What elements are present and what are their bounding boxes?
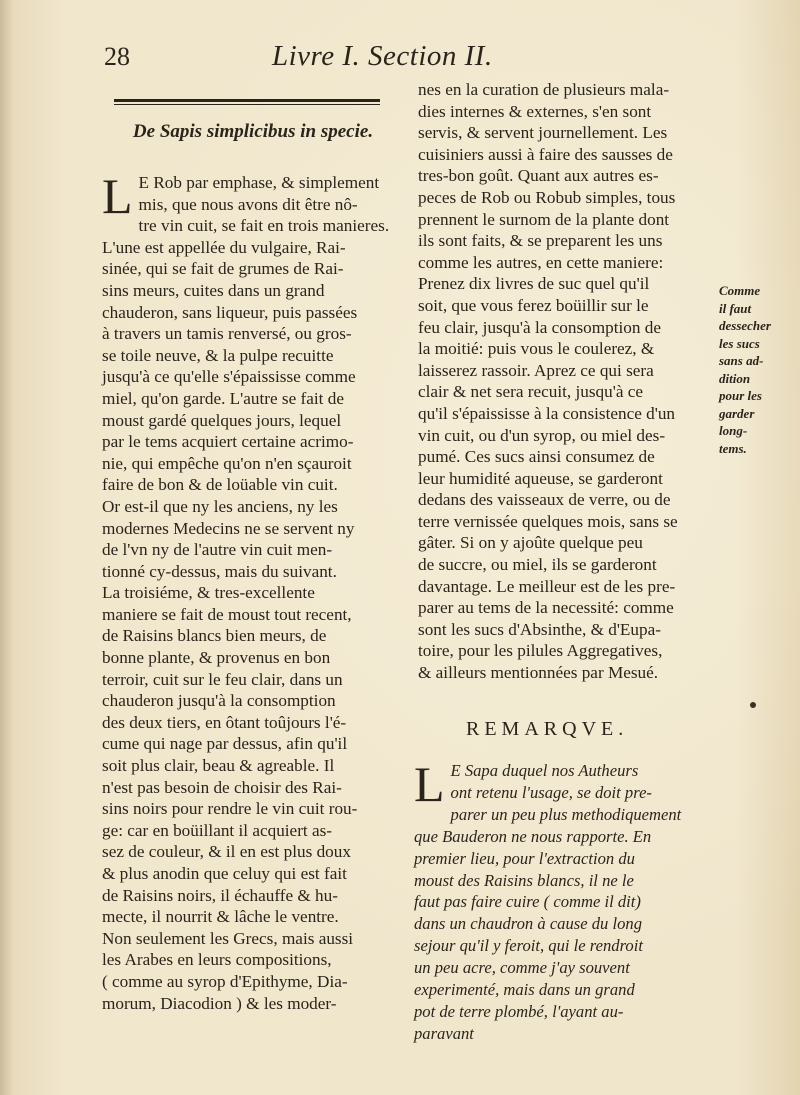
gutter-shadow bbox=[0, 0, 14, 1095]
text-line: maniere se fait de moust tout recent, bbox=[102, 604, 352, 624]
text-line: des deux tiers, en ôtant toûjours l'é- bbox=[102, 712, 347, 732]
margin-note-line: dition bbox=[719, 370, 751, 386]
margin-note-line: il faut bbox=[719, 300, 752, 316]
margin-note-line: pour les bbox=[719, 388, 762, 403]
remark-line: paravant bbox=[414, 1023, 474, 1043]
margin-note-line: sans ad- bbox=[719, 353, 764, 368]
remark-line: experimenté, mais dans un grand bbox=[414, 980, 635, 1000]
text-line: sinée, qui se fait de grumes de Rai- bbox=[102, 259, 344, 279]
text-line: ils sont faits, & se preparent les uns bbox=[418, 231, 663, 251]
text-line: L'une est appellée du vulgaire, Rai- bbox=[102, 237, 346, 257]
text-line: gâter. Si on y ajoûte quelque peu bbox=[418, 533, 643, 553]
text-line: soit plus clair, beau & agreable. Il bbox=[102, 756, 335, 776]
text-line: faire de bon & de loüable vin cuit. bbox=[102, 475, 338, 495]
remark-heading: REMARQVE. bbox=[466, 718, 629, 740]
text-line: clair & net sera recuit, jusqu'à ce bbox=[418, 382, 643, 402]
drop-cap: L bbox=[102, 168, 133, 224]
text-line: comme les autres, en cette maniere: bbox=[418, 252, 664, 272]
remark-line: pot de terre plombé, l'ayant au- bbox=[414, 1001, 624, 1021]
text-line: davantage. Le meilleur est de les pre- bbox=[418, 576, 676, 596]
text-line: cuisiniers aussi à faire des sausses de bbox=[418, 144, 673, 164]
text-line: à travers un tamis renversé, ou gros- bbox=[102, 324, 352, 344]
margin-note bbox=[719, 282, 793, 457]
text-line: sins noirs pour rendre le vin cuit rou- bbox=[102, 799, 358, 819]
text-line: de Raisins noirs, il échauffe & hu- bbox=[102, 885, 338, 905]
text-line: dedans des vaisseaux de verre, ou de bbox=[418, 490, 671, 510]
text-line: feu clair, jusqu'à la consomption de bbox=[418, 317, 661, 337]
remark-line: sejour qu'il y feroit, qui le rendroit bbox=[414, 936, 643, 956]
text-line: vin cuit, ou d'un syrop, ou miel des- bbox=[418, 425, 666, 445]
margin-note-line: dessecher bbox=[719, 318, 771, 333]
text-line: La troisiéme, & tres-excellente bbox=[102, 583, 315, 603]
section-heading: De Sapis simplicibus in specie. bbox=[132, 121, 374, 142]
text-line: soit, que vous ferez boüillir sur le bbox=[418, 295, 649, 315]
margin-note-line: Comme bbox=[719, 283, 761, 298]
text-line: Or est-il que ny les anciens, ny les bbox=[102, 496, 338, 516]
remark-line: E Sapa duquel nos Autheurs bbox=[450, 761, 639, 780]
text-line: nie, qui empêche qu'on n'en sçauroit bbox=[102, 453, 352, 473]
text-line: prennent le surnom de la plante dont bbox=[418, 209, 670, 229]
text-line: & plus anodin que celuy qui est fait bbox=[102, 864, 347, 883]
text-line: de l'vn ny de l'autre vin cuit men- bbox=[102, 540, 333, 560]
text-line: cume qui nage par dessus, afin qu'il bbox=[102, 734, 348, 754]
text-line: sins meurs, cuites dans un grand bbox=[102, 280, 325, 300]
margin-note-line: les sucs bbox=[719, 335, 760, 351]
text-line: miel, qu'on garde. L'autre se fait de bbox=[102, 388, 344, 408]
text-line: servis, & servent journellement. Les bbox=[418, 123, 668, 143]
remark-line: faut pas faire cuire ( comme il dit) bbox=[414, 892, 641, 912]
running-title: Livre I. Section II. bbox=[272, 40, 493, 72]
text-line: Prenez dix livres de suc quel qu'il bbox=[418, 274, 650, 294]
remark-line: un peu acre, comme j'ay souvent bbox=[414, 958, 630, 978]
text-line: tionné cy-dessus, mais du suivant. bbox=[102, 561, 337, 581]
text-line: leur humidité aqueuse, se garderont bbox=[418, 468, 663, 488]
right-column-text bbox=[418, 79, 714, 684]
remark-line: ont retenu l'usage, se doit pre- bbox=[450, 782, 652, 802]
text-line: jusqu'à ce qu'elle s'épaississe comme bbox=[102, 367, 356, 387]
ink-smudge bbox=[750, 702, 756, 708]
text-line: & ailleurs mentionnées par Mesué. bbox=[418, 663, 659, 683]
text-line: la moitié: puis vous le coulerez, & bbox=[418, 339, 655, 359]
remark-line: moust des Raisins blancs, il ne le bbox=[414, 870, 634, 890]
text-line: par le tems acquiert certaine acrimo- bbox=[102, 432, 354, 452]
text-line: pumé. Ces sucs ainsi consumez de bbox=[418, 447, 655, 467]
margin-note-line: tems. bbox=[719, 440, 747, 456]
right-column bbox=[418, 79, 714, 684]
text-line: dies internes & externes, s'en sont bbox=[418, 101, 652, 121]
ornamental-rule bbox=[114, 99, 380, 102]
left-column bbox=[102, 168, 398, 1014]
remark-text bbox=[414, 756, 710, 1045]
text-line: chauderon, sans liqueur, puis passées bbox=[102, 302, 358, 322]
text-line: sez de couleur, & il en est plus doux bbox=[102, 842, 351, 862]
text-line: de succre, ou miel, ils se garderont bbox=[418, 555, 657, 575]
text-line: bonne plante, & provenus en bon bbox=[102, 648, 331, 668]
left-column-text bbox=[102, 168, 398, 1014]
text-line: laisserez rassoir. Aprez ce qui sera bbox=[418, 360, 654, 380]
text-line: ge: car en boüillant il acquiert as- bbox=[102, 820, 333, 840]
text-line: moust gardé quelques jours, lequel bbox=[102, 410, 342, 430]
remark-line: parer un peu plus methodiquement bbox=[450, 804, 682, 824]
text-line: chauderon jusqu'à la consomption bbox=[102, 691, 336, 711]
text-line: tre vin cuit, se fait en trois manieres. bbox=[138, 216, 390, 236]
text-line: se toile neuve, & la pulpe recuitte bbox=[102, 345, 334, 365]
remark-line: dans un chaudron à cause du long bbox=[414, 914, 642, 934]
margin-note-line: garder bbox=[719, 405, 755, 421]
text-line: tres-bon goût. Quant aux autres es- bbox=[418, 166, 659, 186]
text-line: ( comme au syrop d'Epithyme, Dia- bbox=[102, 971, 348, 991]
text-line: nes en la curation de plusieurs mala- bbox=[418, 80, 670, 99]
remark-line: que Bauderon ne nous rapporte. En bbox=[414, 826, 652, 846]
text-line: modernes Medecins ne se servent ny bbox=[102, 518, 355, 538]
text-line: toire, pour les pilules Aggregatives, bbox=[418, 641, 663, 661]
text-line: Non seulement les Grecs, mais aussi bbox=[102, 928, 354, 948]
text-line: terroir, cuit sur le feu clair, dans un bbox=[102, 669, 343, 689]
text-line: mecte, il nourrit & lâche le ventre. bbox=[102, 907, 339, 927]
remark-drop-cap: L bbox=[414, 756, 445, 812]
text-line: morum, Diacodion ) & les moder- bbox=[102, 993, 337, 1013]
text-line: peces de Rob ou Robub simples, tous bbox=[418, 187, 676, 207]
text-line: parer au tems de la necessité: comme bbox=[418, 598, 674, 618]
text-line: mis, que nous avons dit être nô- bbox=[138, 194, 358, 214]
text-line: terre vernissée quelques mois, sans se bbox=[418, 511, 678, 531]
text-line: n'est pas besoin de choisir des Rai- bbox=[102, 777, 342, 797]
text-line: sont les sucs d'Absinthe, & d'Eupa- bbox=[418, 619, 661, 639]
ornamental-rule-thin bbox=[114, 104, 380, 105]
text-line: les Arabes en leurs compositions, bbox=[102, 950, 332, 970]
remark-line: premier lieu, pour l'extraction du bbox=[414, 848, 635, 868]
text-line: E Rob par emphase, & simplement bbox=[138, 173, 380, 192]
page-number: 28 bbox=[104, 42, 130, 71]
text-line: qu'il s'épaississe à la consistence d'un bbox=[418, 403, 676, 423]
text-line: de Raisins blancs bien meurs, de bbox=[102, 626, 327, 646]
margin-note-line: long- bbox=[719, 423, 748, 438]
